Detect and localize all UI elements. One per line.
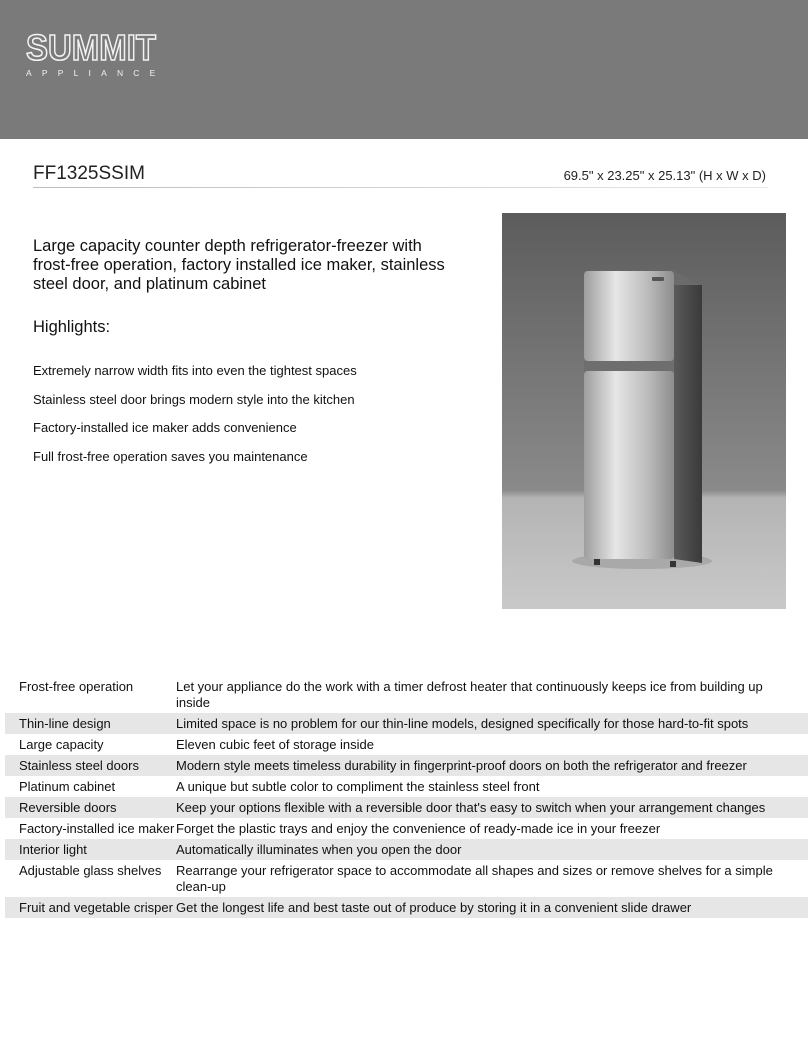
highlights-heading: Highlights: (33, 318, 111, 336)
summit-logo-wordmark (26, 30, 158, 66)
header-band (0, 0, 808, 139)
feature-name: Factory-installed ice maker (19, 821, 175, 836)
feature-name: Stainless steel doors (19, 758, 139, 773)
feature-row (5, 818, 808, 839)
feature-description: Modern style meets timeless durability in fingerprint-proof doors on both the refrigerator and freezer (176, 758, 747, 773)
feature-name: Fruit and vegetable crisper (19, 900, 173, 915)
feature-row (5, 776, 808, 797)
feature-row (5, 676, 808, 713)
feature-description: Keep your options flexible with a reversible door that's easy to switch when your arrangement changes (176, 800, 766, 815)
feature-row (5, 797, 808, 818)
feature-row (5, 734, 808, 755)
feature-row (5, 860, 808, 897)
feature-description: Let your appliance do the work with a timer defrost heater that continuously keeps ice from building up inside (176, 679, 763, 710)
feature-description: Get the longest life and best taste out of produce by storing it in a convenient slide drawer (176, 900, 692, 915)
highlight-item: Factory-installed ice maker adds convenience (33, 420, 297, 435)
highlight-item: Full frost-free operation saves you maintenance (33, 448, 308, 464)
feature-row (5, 755, 808, 776)
fridge-door (584, 371, 674, 559)
product-description: Large capacity counter depth refrigerator-freezer with frost-free operation, factory installed ice maker, stainless steel door, and platinum cabinet (33, 237, 445, 293)
brand-sub: APPLIANCE (26, 68, 166, 78)
feature-name: Frost-free operation (19, 679, 134, 694)
feature-description: Limited space is no problem for our thin-line models, designed specifically for those hard-to-fit spots (176, 716, 749, 731)
features-table (5, 676, 808, 918)
summit-logo (26, 30, 166, 80)
highlight-item: Stainless steel door brings modern style into the kitchen (33, 391, 355, 407)
feature-row (5, 713, 808, 734)
feature-name: Reversible doors (19, 800, 117, 815)
highlight-item: Extremely narrow width fits into even the tightest spaces (33, 363, 357, 378)
feature-name: Interior light (19, 842, 87, 857)
feature-name: Thin-line design (19, 716, 111, 731)
highlights-list (33, 362, 357, 476)
feature-row (5, 897, 808, 918)
freezer-door (584, 271, 674, 361)
dimensions: 69.5" x 23.25" x 25.13" (H x W x D) (563, 168, 766, 183)
feature-row (5, 839, 808, 860)
feature-name: Large capacity (19, 737, 104, 752)
feature-description: Forget the plastic trays and enjoy the convenience of ready-made ice in your freezer (176, 821, 661, 836)
feature-description: A unique but subtle color to compliment the stainless steel front (176, 779, 540, 794)
model-number: FF1325SSIM (33, 163, 145, 184)
feature-description: Rearrange your refrigerator space to accommodate all shapes and sizes or remove shelves for a simple clean-up (176, 863, 773, 894)
product-photo (502, 213, 786, 609)
feature-name: Platinum cabinet (19, 779, 116, 794)
feature-description: Automatically illuminates when you open the door (176, 842, 462, 857)
feature-description: Eleven cubic feet of storage inside (176, 737, 375, 752)
title-divider (33, 187, 768, 188)
feature-name: Adjustable glass shelves (19, 863, 162, 878)
fridge-side (674, 271, 702, 563)
brand-name: SUMMIT (26, 30, 157, 66)
